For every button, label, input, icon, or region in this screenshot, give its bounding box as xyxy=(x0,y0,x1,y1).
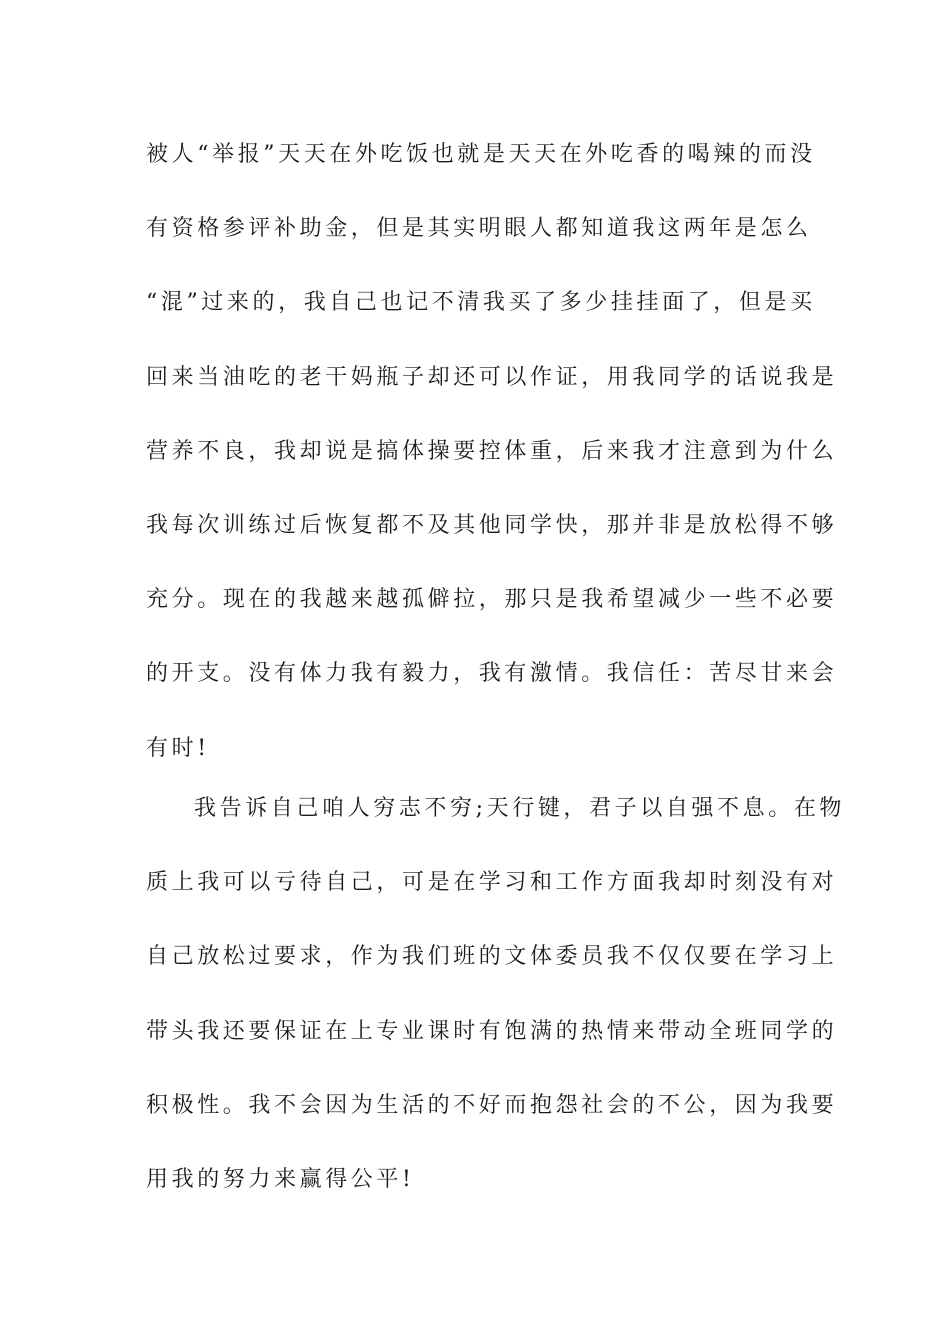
paragraph-2 xyxy=(146,772,846,1217)
paragraph-line: 的开支。没有体力我有毅力，我有激情。我信任：苦尽甘来会 xyxy=(146,661,838,687)
paragraph-line: 我告诉自己咱人穷志不穷;天行键，君子以自强不息。在物 xyxy=(194,796,846,821)
paragraph-1 xyxy=(146,118,838,786)
paragraph-line: 带头我还要保证在上专业课时有饱满的热情来带动全班同学的 xyxy=(146,1018,838,1044)
paragraph-line: 回来当油吃的老干妈瓶子却还可以作证，用我同学的话说我是 xyxy=(146,364,838,390)
paragraph-line: 积极性。我不会因为生活的不好而抱怨社会的不公，因为我要 xyxy=(146,1092,838,1118)
paragraph-line: 营养不良，我却说是搞体操要控体重，后来我才注意到为什么 xyxy=(146,438,838,464)
paragraph-line: 有时! xyxy=(146,735,210,761)
paragraph-line: 我每次训练过后恢复都不及其他同学快，那并非是放松得不够 xyxy=(146,512,838,538)
paragraph-line: 充分。现在的我越来越孤僻拉，那只是我希望减少一些不必要 xyxy=(146,587,838,613)
paragraph-line: 有资格参评补助金，但是其实明眼人都知道我这两年是怎么 xyxy=(146,216,812,242)
paragraph-line: 用我的努力来赢得公平! xyxy=(146,1166,415,1192)
paragraph-line: 被人“举报”天天在外吃饭也就是天天在外吃香的喝辣的而没 xyxy=(146,142,816,167)
paragraph-line: 质上我可以亏待自己，可是在学习和工作方面我却时刻没有对 xyxy=(146,870,838,896)
paragraph-line: 自己放松过要求，作为我们班的文体委员我不仅仅要在学习上 xyxy=(146,944,838,970)
paragraph-line: “混”过来的，我自己也记不清我买了多少挂挂面了，但是买 xyxy=(146,290,816,316)
